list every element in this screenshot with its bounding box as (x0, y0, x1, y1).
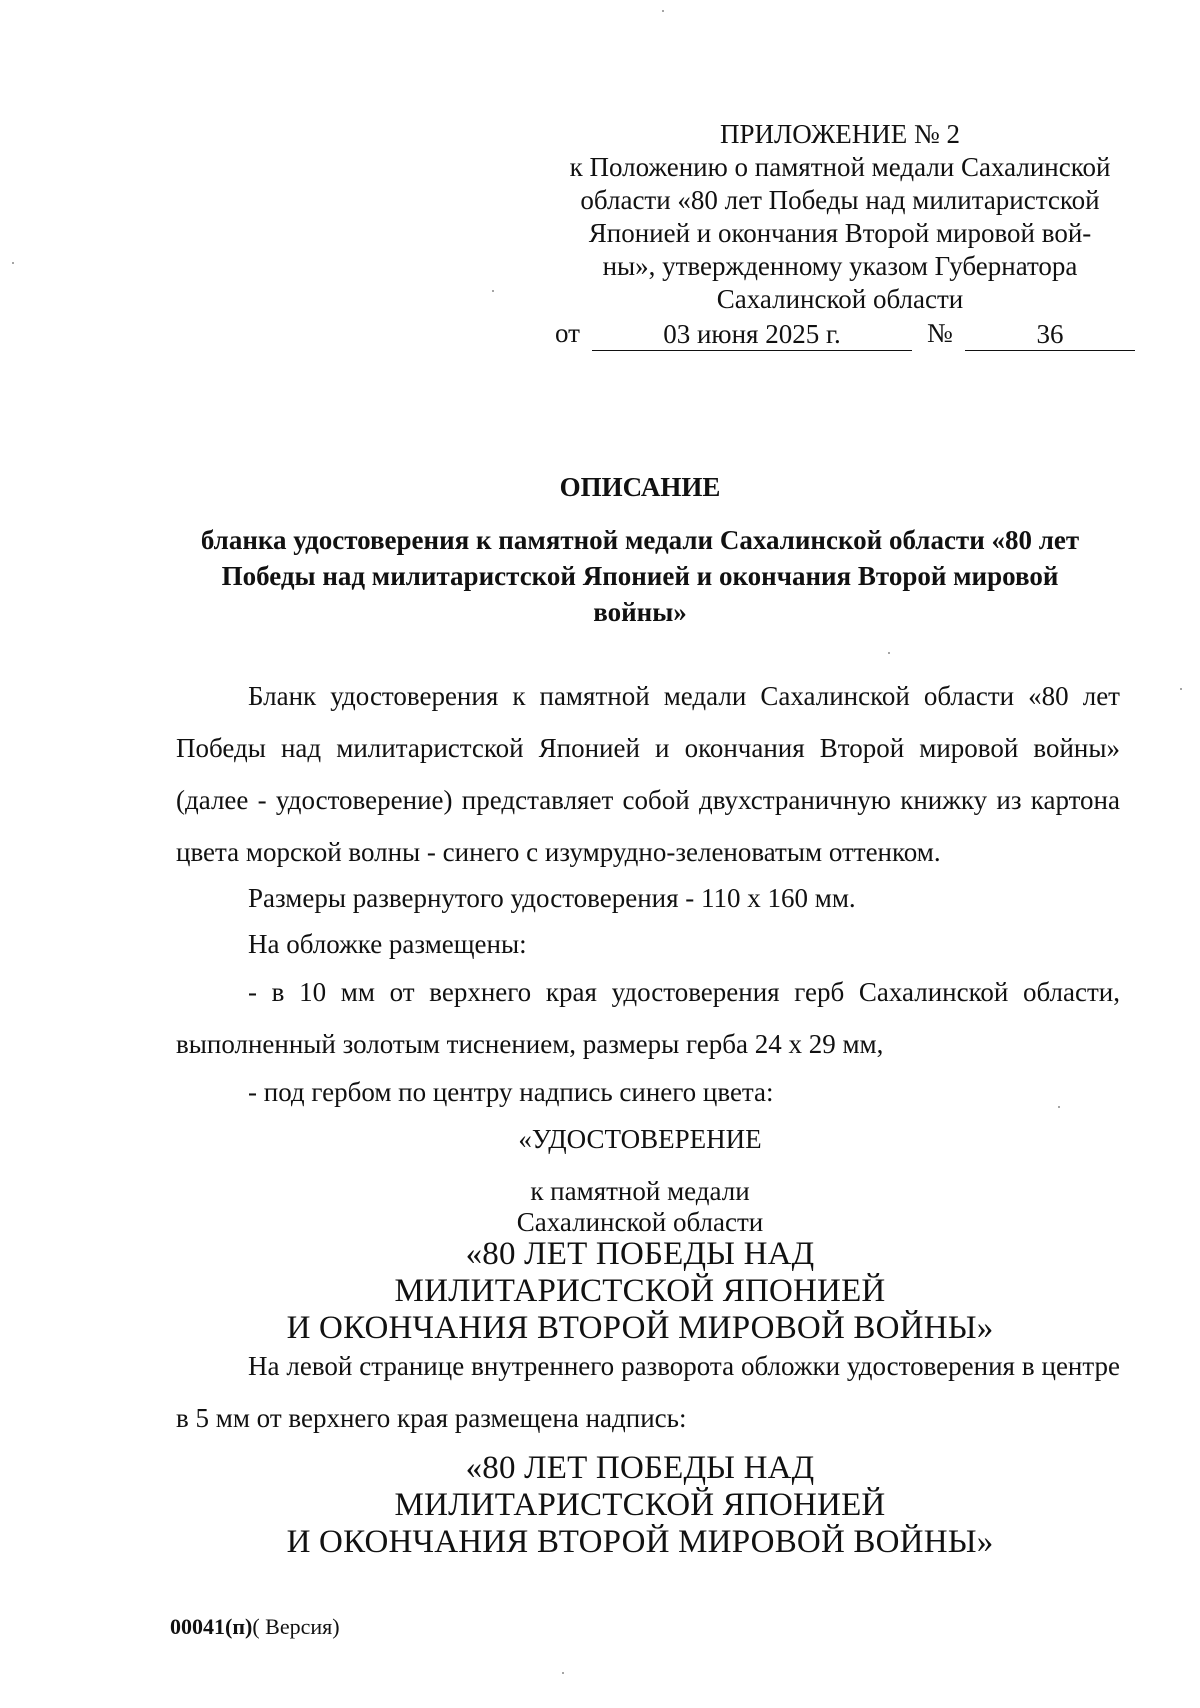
scan-speck (662, 10, 664, 12)
cover-inscription-main-line: «80 ЛЕТ ПОБЕДЫ НАД (465, 1236, 815, 1272)
scan-speck (888, 652, 890, 654)
cover-inscription-subtitle (160, 1176, 1120, 1238)
appendix-heading: ПРИЛОЖЕНИЕ № 2 (719, 119, 961, 149)
subtitle-line: Победы над милитаристской Японией и окончания Второй мировой (221, 561, 1059, 591)
cover-inscription-line: Сахалинской области (516, 1207, 764, 1237)
cover-inscription-main-line: И ОКОНЧАНИЯ ВТОРОЙ МИРОВОЙ ВОЙНЫ» (286, 1310, 994, 1346)
scan-speck (492, 290, 494, 292)
subtitle-line: бланка удостоверения к памятной медали Сахалинской области «80 лет (200, 525, 1080, 555)
decree-number: 36 (965, 318, 1135, 351)
appendix-line: к Положению о памятной медали Сахалинской (569, 152, 1111, 182)
inner-inscription-line: МИЛИТАРИСТСКОЙ ЯПОНИЕЙ (394, 1487, 886, 1523)
decree-signature-row (555, 318, 1135, 352)
cover-inscription-title: «УДОСТОВЕРЕНИЕ (518, 1124, 762, 1154)
cover-inscription-line: к памятной медали (530, 1176, 750, 1206)
document-title: ОПИСАНИЕ (559, 472, 721, 502)
appendix-block (540, 118, 1140, 316)
cover-item-inscription: - под гербом по центру надпись синего цвета: (248, 1077, 774, 1107)
from-label: от (555, 318, 580, 348)
footer-code: 00041(п) (170, 1614, 253, 1639)
cover-intro: На обложке размещены: (248, 929, 527, 959)
subtitle-line: войны» (593, 597, 687, 627)
number-label: № (927, 318, 953, 348)
inner-inscription (160, 1450, 1120, 1561)
footer-doc-code (170, 1614, 340, 1640)
footer-version: ( Версия) (252, 1614, 340, 1639)
appendix-line: ны», утвержденному указом Губернатора (602, 251, 1078, 281)
inner-inscription-line: «80 ЛЕТ ПОБЕДЫ НАД (465, 1450, 815, 1486)
document-subtitle (160, 522, 1120, 630)
appendix-line: Сахалинской области (716, 284, 964, 314)
scan-speck (1180, 688, 1182, 690)
size-line: Размеры развернутого удостоверения - 110 х 160 мм. (248, 883, 856, 913)
appendix-line: Японией и окончания Второй мировой вой- (588, 218, 1092, 248)
cover-item-coat-of-arms: - в 10 мм от верхнего края удостоверения герб Сахалинской области, выполненный золотым тиснением, размеры герба 24 х 29 мм, (176, 977, 1120, 1059)
inner-inscription-line: И ОКОНЧАНИЯ ВТОРОЙ МИРОВОЙ ВОЙНЫ» (286, 1524, 994, 1560)
appendix-line: области «80 лет Победы над милитаристской (580, 185, 1100, 215)
scan-speck (562, 1672, 564, 1674)
cover-inscription-main (160, 1236, 1120, 1347)
paragraph-description: Бланк удостоверения к памятной медали Сахалинской области «80 лет Победы над милитаристской Японией и окончания Второй мировой войны» (далее - удостоверение) представляет собой двухстраничную книжку из картона цвета морской волны - синего с изумрудно-зеленоватым оттенком. (176, 681, 1120, 867)
cover-inscription-main-line: МИЛИТАРИСТСКОЙ ЯПОНИЕЙ (394, 1273, 886, 1309)
scan-speck (1058, 1106, 1060, 1108)
inner-spread-paragraph: На левой странице внутреннего разворота обложки удостоверения в центре в 5 мм от верхнего края размещена надпись: (176, 1351, 1120, 1433)
decree-date: 03 июня 2025 г. (592, 318, 912, 351)
scan-speck (12, 262, 14, 264)
